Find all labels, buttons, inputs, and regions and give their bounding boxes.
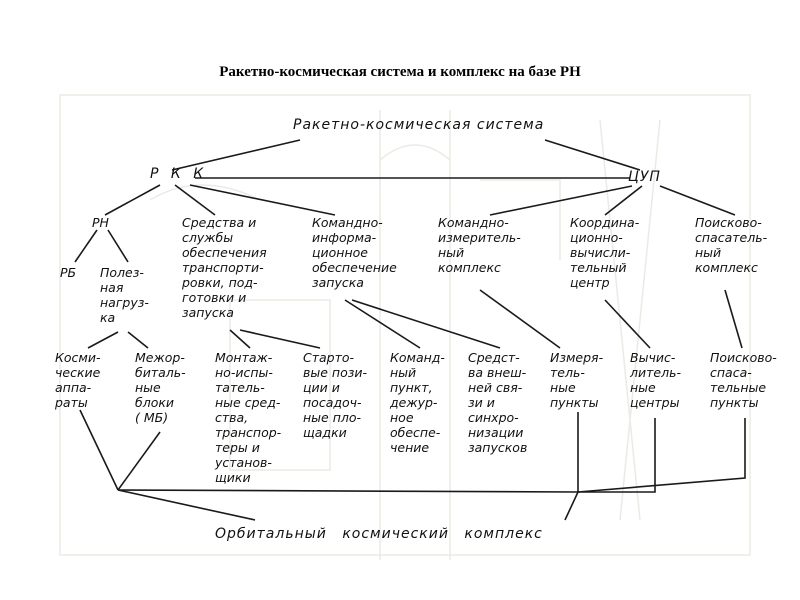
- node-vts: Вычис- литель- ные центры: [630, 350, 681, 410]
- node-ka: Косми- ческие аппа- раты: [55, 350, 101, 410]
- node-root: Ракетно-космическая система: [293, 117, 545, 133]
- node-kik: Командно- измеритель- ный комплекс: [438, 215, 521, 275]
- node-psp: Поисково- спаса- тельные пункты: [710, 350, 777, 410]
- node-ip: Измеря- тель- ные пункты: [550, 350, 604, 410]
- node-rn: РН: [92, 215, 109, 230]
- node-montazh: Монтаж- но-испы- татель- ные сред- ства, транспор- теры и установ- щики: [215, 350, 282, 485]
- node-svyaz: Средст- ва внеш- ней свя- зи и синхро- низации запусков: [468, 350, 528, 455]
- node-kis-zapuska: Командно- информа- ционное обеспечение запуска: [312, 215, 397, 290]
- node-kp: Команд- ный пункт, дежур- ное обеспе- чение: [390, 350, 445, 455]
- node-rb: РБ: [60, 265, 77, 280]
- node-start: Старто- вые пози- ции и посадоч- ные пло- щадки: [303, 350, 368, 440]
- node-rkk: Р К К: [150, 166, 208, 182]
- node-sredstva-sluzhby: Средства и службы обеспечения транспорти- ровки, под- готовки и запуска: [182, 215, 267, 320]
- node-kvts: Координа- ционно- вычисли- тельный центр: [570, 215, 640, 290]
- node-tsup: ЦУП: [628, 169, 661, 185]
- node-mb: Межор- биталь- ные блоки ( МБ): [135, 350, 186, 425]
- node-payload: Полез- ная нагруз- ка: [100, 265, 149, 325]
- node-ps-komplex: Поисково- спасатель- ный комплекс: [695, 215, 768, 275]
- slide-title: Ракетно-космическая система и комплекс на базе РН: [219, 64, 581, 80]
- node-orbital-complex: Орбитальный космический комплекс: [215, 526, 543, 542]
